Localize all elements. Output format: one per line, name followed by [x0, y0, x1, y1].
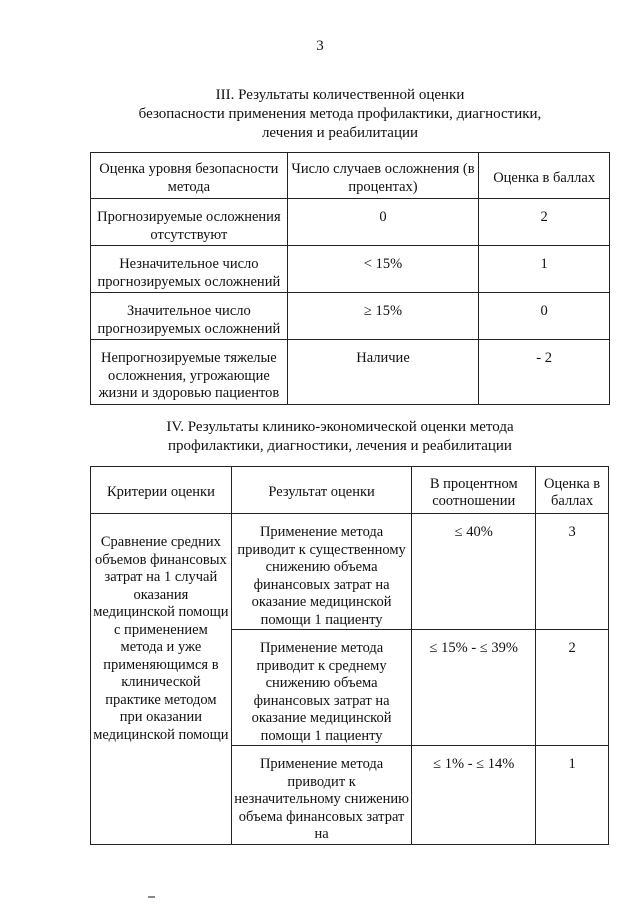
safety-cases-cell: ≥ 15%: [287, 293, 479, 340]
section3-title-line: III. Результаты количественной оценки: [215, 87, 465, 103]
safety-level-cell: Непрогнозируемые тяжелые осложнения, угрожающие жизни и здоровью пациентов: [91, 340, 288, 405]
economic-percent-cell: ≤ 15% - ≤ 39%: [412, 630, 536, 746]
section3-title: [0, 86, 640, 143]
table-row: [91, 514, 609, 630]
safety-cases-cell: < 15%: [287, 246, 479, 293]
economic-header-score: Оценка в баллах: [536, 467, 609, 514]
safety-cases-cell: 0: [287, 199, 479, 246]
safety-header-score: Оценка в баллах: [479, 153, 610, 199]
safety-score-cell: 1: [479, 246, 610, 293]
economic-percent-cell: ≤ 1% - ≤ 14%: [412, 746, 536, 845]
economic-result-cell: Применение метода приводит к среднему снижению объема финансовых затрат на оказание медицинской помощи 1 пациенту: [231, 630, 412, 746]
economic-table: [90, 466, 609, 845]
safety-header-level: Оценка уровня безопасности метода: [91, 153, 288, 199]
table-row: [91, 293, 610, 340]
safety-level-cell: Значительное число прогнозируемых осложнений: [91, 293, 288, 340]
economic-result-cell: Применение метода приводит к незначительному снижению объема финансовых затрат на: [231, 746, 412, 845]
economic-score-cell: 3: [536, 514, 609, 630]
safety-level-cell: Незначительное число прогнозируемых осложнений: [91, 246, 288, 293]
safety-header-cases: Число случаев осложнения (в процентах): [287, 153, 479, 199]
economic-percent-cell: ≤ 40%: [412, 514, 536, 630]
safety-score-cell: 2: [479, 199, 610, 246]
section4-title: [0, 418, 640, 456]
safety-score-cell: - 2: [479, 340, 610, 405]
section3-title-line: лечения и реабилитации: [261, 125, 419, 141]
economic-header-percent: В процентном соотношении: [412, 467, 536, 514]
economic-criterion-cell: Сравнение средних объемов финансовых затрат на 1 случай оказания медицинской помощи с применением метода и уже применяющимся в клинической практике методом при оказании медицинской помощи: [91, 514, 232, 845]
economic-header-result: Результат оценки: [231, 467, 412, 514]
safety-level-cell: Прогнозируемые осложнения отсутствуют: [91, 199, 288, 246]
section4-title-line: профилактики, диагностики, лечения и реабилитации: [168, 438, 512, 454]
section3-title-line: безопасности применения метода профилактики, диагностики,: [138, 106, 542, 122]
economic-score-cell: 2: [536, 630, 609, 746]
economic-header-criteria: Критерии оценки: [91, 467, 232, 514]
safety-score-cell: 0: [479, 293, 610, 340]
safety-table: [90, 152, 610, 405]
table-row: [91, 199, 610, 246]
safety-cases-cell: Наличие: [287, 340, 479, 405]
table-row: [91, 340, 610, 405]
section4-title-line: IV. Результаты клинико-экономической оценки метода: [166, 419, 514, 435]
economic-result-cell: Применение метода приводит к существенному снижению объема финансовых затрат на оказание медицинской помощи 1 пациенту: [231, 514, 412, 630]
economic-score-cell: 1: [536, 746, 609, 845]
scan-speck: [148, 896, 155, 898]
table-row: [91, 246, 610, 293]
page-number: 3: [316, 38, 324, 54]
